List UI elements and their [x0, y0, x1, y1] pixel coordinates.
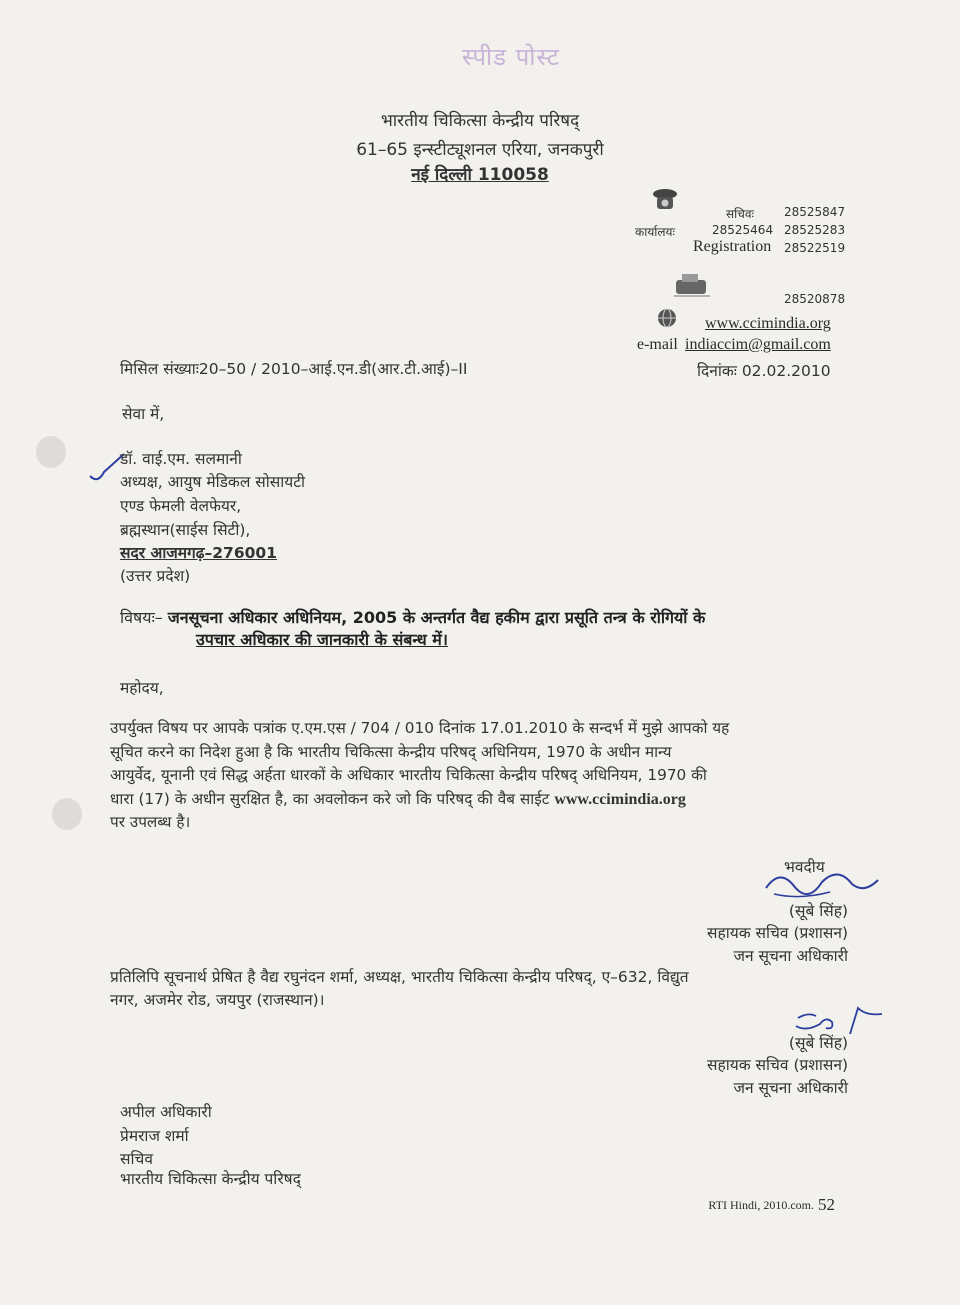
subject-label: विषयः–	[120, 608, 163, 627]
registration-label: Registration	[693, 238, 772, 255]
footer-source: RTI Hindi, 2010.com.	[708, 1198, 814, 1212]
appeal-line: अपील अधिकारी	[120, 1103, 212, 1121]
recipient-line: सदर आजमगढ़–276001	[120, 544, 277, 562]
telephone-icon	[650, 186, 680, 214]
appeal-line: सचिव	[120, 1150, 153, 1168]
copy-line-2: नगर, अजमेर रोड, जयपुर (राजस्थान)।	[110, 991, 325, 1009]
body-line: पर उपलब्ध है।	[110, 813, 191, 831]
body-paragraph	[110, 717, 832, 835]
signer-designation: सहायक सचिव (प्रशासन)	[707, 924, 848, 942]
email-label: e-mail	[637, 336, 678, 353]
signer-role: जन सूचना अधिकारी	[733, 1079, 848, 1097]
globe-icon	[655, 307, 679, 329]
greeting: महोदय,	[120, 679, 164, 697]
file-number: मिसिल संख्याः20–50 / 2010–आई.एन.डी(आर.टी.आई)–II	[120, 360, 468, 378]
copy-line-1: प्रतिलिपि सूचनार्थ प्रेषित है वैद्य रघुनंदन शर्मा, अध्यक्ष, भारतीय चिकित्सा केन्द्रीय परिषद्, ए–632, विद्युत	[110, 968, 689, 986]
recipient-line: एण्ड फेमली वेलफेयर,	[120, 497, 242, 515]
appeal-line: भारतीय चिकित्सा केन्द्रीय परिषद्	[120, 1170, 301, 1188]
signer-name: (सूबे सिंह)	[788, 902, 848, 920]
punch-hole	[52, 798, 82, 830]
page-number: 52	[818, 1195, 835, 1214]
secretary-phone: 28525847	[784, 205, 846, 219]
recipient-line: अध्यक्ष, आयुष मेडिकल सोसायटी	[120, 473, 306, 491]
signer-role: जन सूचना अधिकारी	[733, 947, 848, 965]
office-label: कार्यालयः	[635, 225, 675, 239]
punch-hole	[36, 436, 66, 468]
office-phone-1: 28525464	[712, 223, 774, 237]
recipient-line: ब्रह्मस्थान(साईस सिटी),	[120, 521, 251, 539]
fax-icon	[672, 272, 712, 298]
salutation-to: सेवा में,	[122, 405, 165, 423]
signer-designation: सहायक सचिव (प्रशासन)	[707, 1056, 848, 1074]
body-website: www.ccimindia.org	[554, 790, 686, 808]
secretary-label: सचिवः	[726, 207, 754, 221]
recipient-line: डॉ. वाई.एम. सलमानी	[120, 450, 242, 468]
website-link[interactable]: www.ccimindia.org	[705, 315, 831, 332]
recipient-line: (उत्तर प्रदेश)	[120, 567, 191, 585]
subject-line-2: उपचार अधिकार की जानकारी के संबन्ध में।	[196, 630, 448, 649]
appeal-line: प्रेमराज शर्मा	[120, 1127, 189, 1145]
org-name: भारतीय चिकित्सा केन्द्रीय परिषद्	[380, 111, 580, 131]
org-address: 61–65 इन्स्टीट्यूशनल एरिया, जनकपुरी	[356, 140, 604, 160]
org-city: नई दिल्ली 110058	[411, 165, 549, 185]
body-line: उपर्युक्त विषय पर आपके पत्रांक ए.एम.एस / 704 / 010 दिनांक 17.01.2010 के सन्दर्भ में मुझे आपको यह	[110, 719, 730, 737]
fax-number: 28520878	[784, 292, 846, 306]
registration-phone: 28522519	[784, 241, 846, 255]
body-line: सूचित करने का निदेश हुआ है कि भारतीय चिकित्सा केन्द्रीय परिषद् अधिनियम, 1970 के अधीन मान्य	[110, 742, 672, 761]
closing: भवदीय	[784, 858, 825, 876]
subject-line-1: जनसूचना अधिकार अधिनियम, 2005 के अन्तर्गत वैद्य हकीम द्वारा प्रसूति तन्त्र के रोगियों के	[167, 608, 706, 627]
speed-post-stamp: स्पीड पोस्ट	[462, 43, 560, 71]
body-line: धारा (17) के अधीन सुरक्षित है, का अवलोकन करे जो कि परिषद् की वैब साईट www.ccimindia.org	[110, 789, 686, 808]
signer-name: (सूबे सिंह)	[788, 1034, 848, 1052]
office-phone-2: 28525283	[784, 223, 846, 237]
body-line: आयुर्वेद, यूनानी एवं सिद्ध अर्हता धारकों के अधिकार भारतीय चिकित्सा केन्द्रीय परिषद् अधिनियम, 1970 की	[110, 766, 707, 784]
letter-date: दिनांकः 02.02.2010	[697, 362, 831, 380]
email-link[interactable]: indiaccim@gmail.com	[685, 336, 831, 353]
